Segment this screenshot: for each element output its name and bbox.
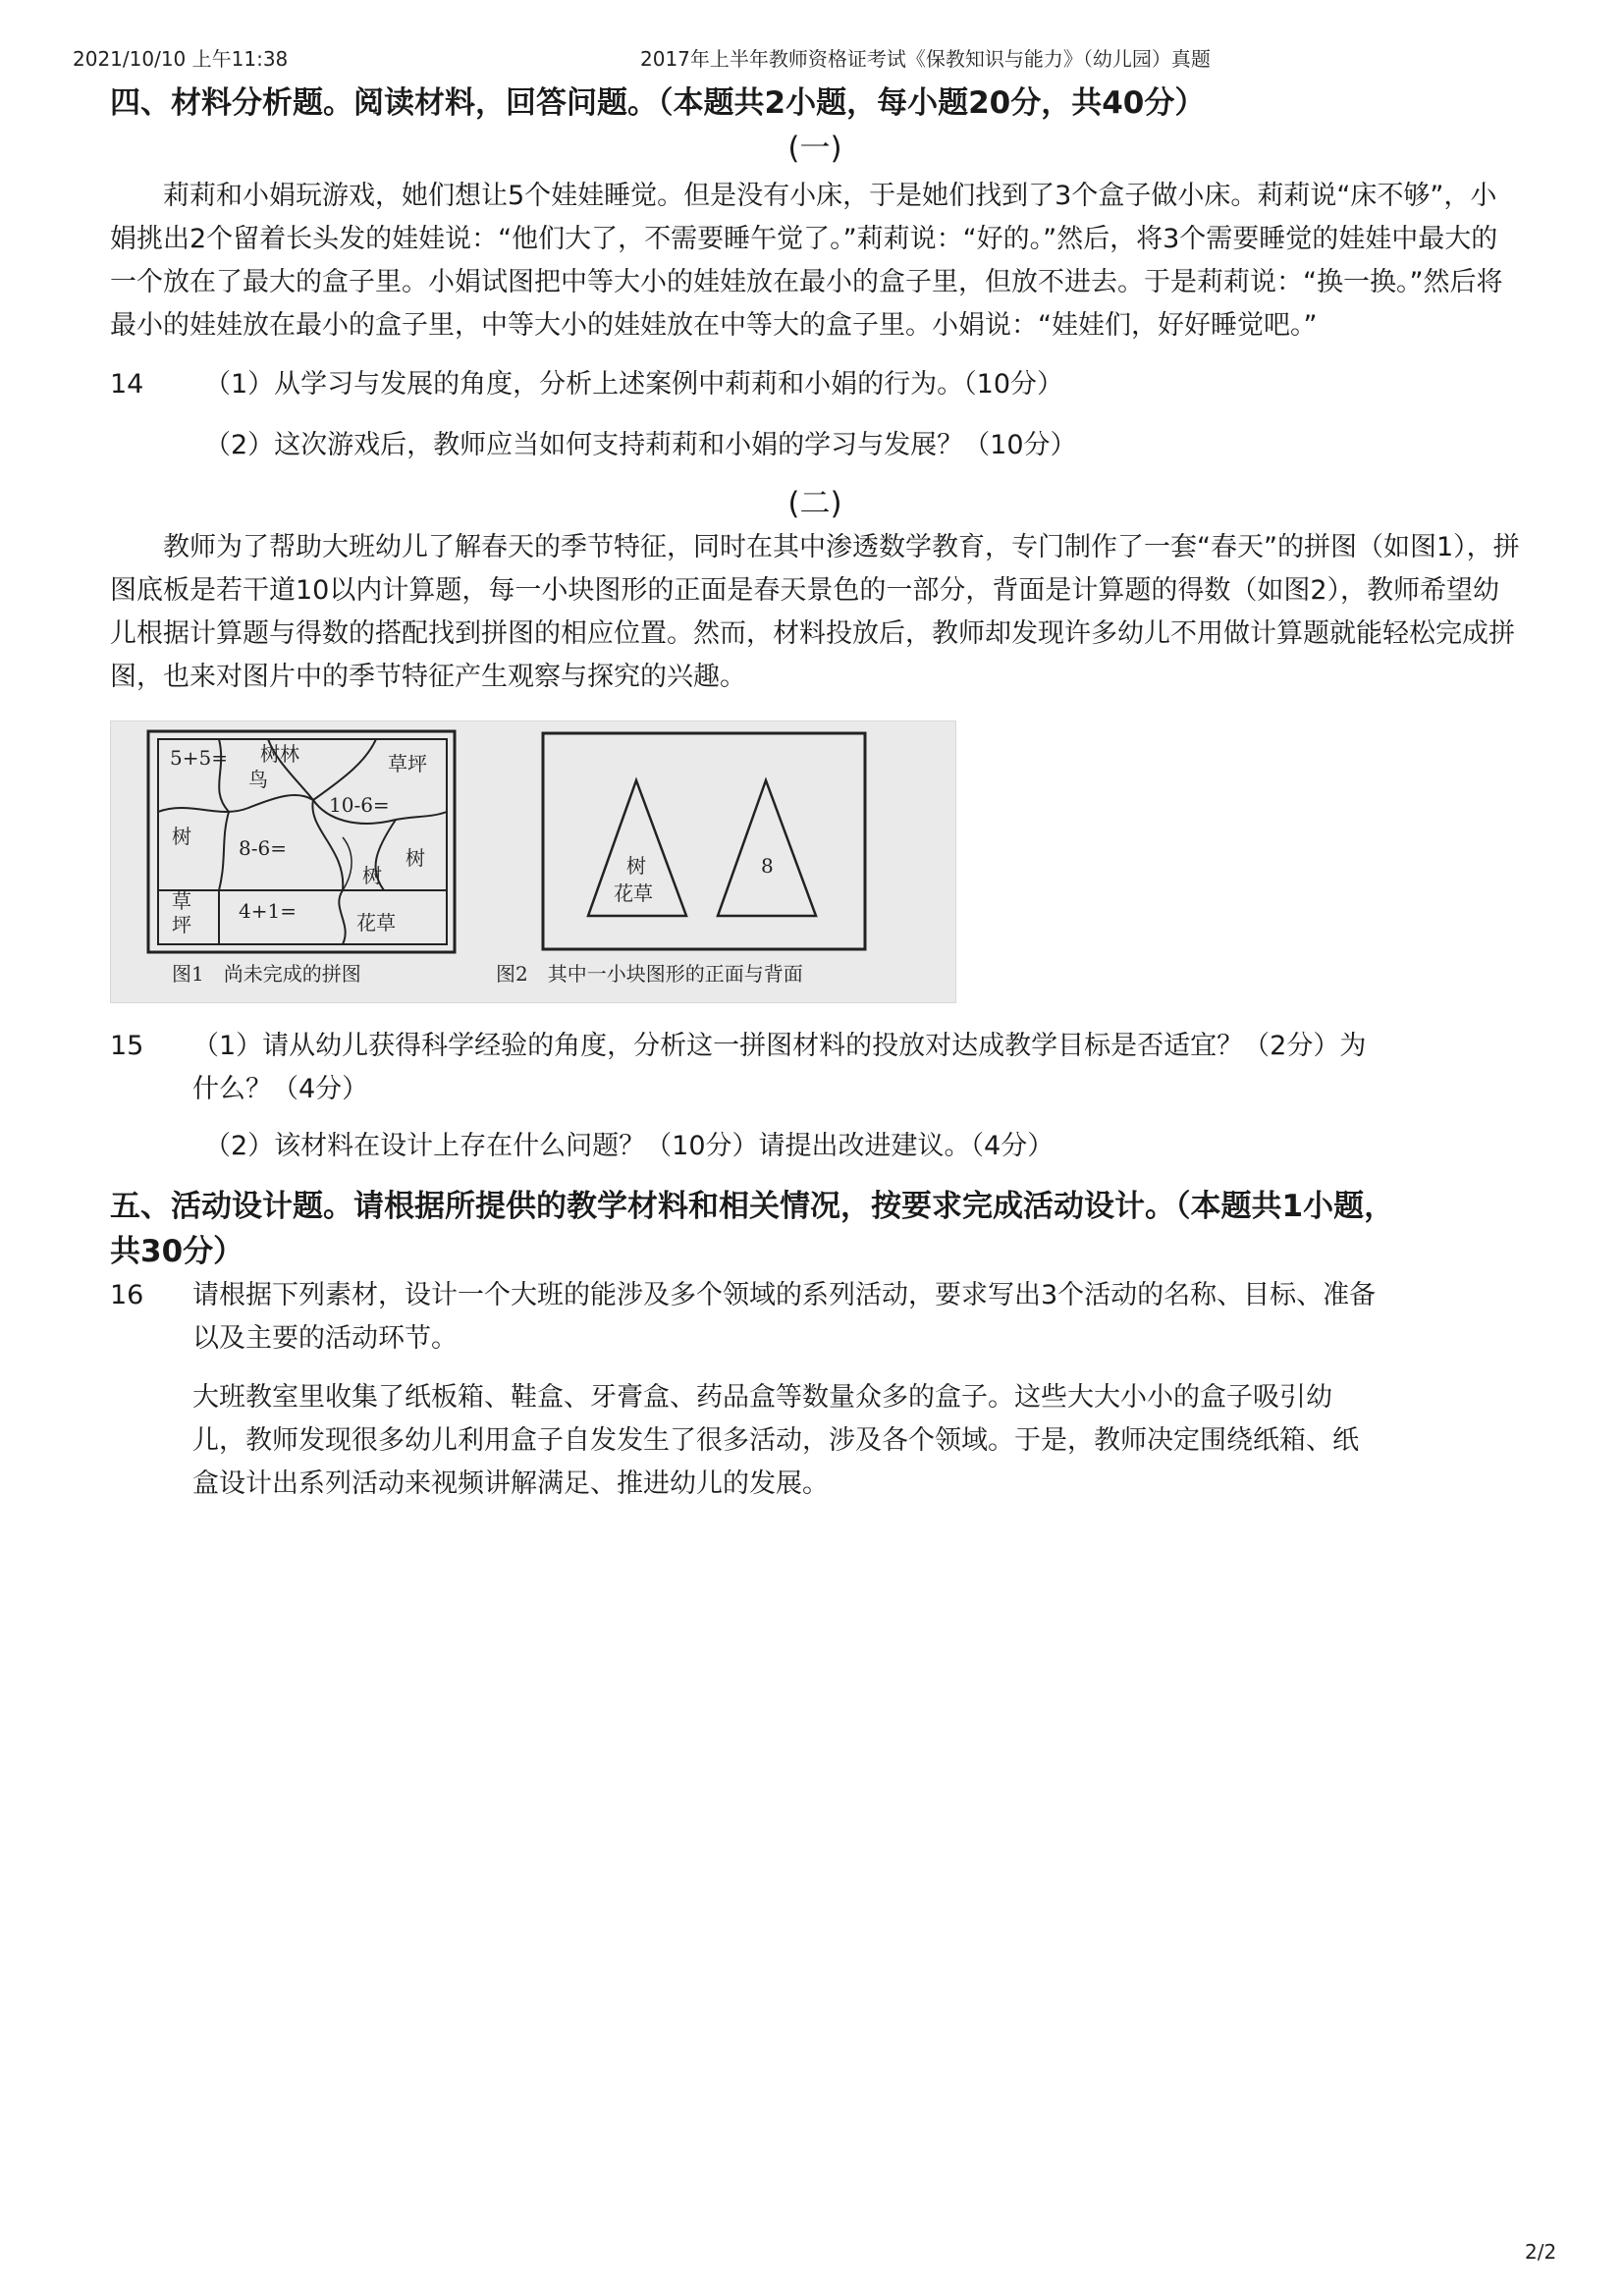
print-date: 2021/10/10 上午11:38 (73, 47, 289, 71)
fig1-caption: 图1 尚未完成的拼图 (172, 962, 361, 986)
part-2-title: (二) (787, 486, 842, 521)
page-number: 2/2 (1525, 2240, 1557, 2264)
fig1-cell-tree-2: 树 (406, 846, 425, 870)
fig1-cell-flowers: 花草 (356, 911, 396, 934)
question-16-material-line-1: 大班教室里收集了纸板箱、鞋盒、牙膏盒、药品盒等数量众多的盒子。这些大大小小的盒子吸引幼 (192, 1382, 1332, 1413)
question-number: 16 (110, 1280, 144, 1310)
question-14-part-2: （2）这次游戏后，教师应当如何支持莉莉和小娟的学习与发展？（10分） (204, 430, 1077, 460)
fig2-front-label-2: 花草 (614, 881, 653, 905)
fig1-cell-woods: 树林 (260, 742, 299, 766)
section-5-title-line-1: 五、活动设计题。请根据所提供的教学材料和相关情况，按要求完成活动设计。（本题共1小题， (110, 1189, 1395, 1224)
page-content (110, 80, 1520, 1506)
question-16-material-line-3: 盒设计出系列活动来视频讲解满足、推进幼儿的发展。 (192, 1468, 829, 1499)
document-title: 2017年上半年教师资格证考试《保教知识与能力》（幼儿园）真题 (640, 47, 1211, 71)
section-4-title: 四、材料分析题。阅读材料，回答问题。（本题共2小题，每小题20分，共40分） (110, 85, 1206, 121)
fig2-back-triangle (718, 780, 816, 916)
question-15 (110, 1025, 1520, 1168)
fig1-cell-bird: 鸟 (248, 768, 268, 791)
question-16-prompt-line-2: 以及主要的活动环节。 (192, 1323, 458, 1354)
question-number: 14 (110, 369, 144, 400)
puzzle-figure (110, 721, 956, 1003)
question-15-part-2: （2）该材料在设计上存在什么问题？（10分）请提出改进建议。（4分） (204, 1131, 1055, 1161)
fig1-cell-calc-1: 5+5= (170, 746, 228, 770)
fig1-cell-calc-3: 8-6= (239, 836, 287, 860)
question-15-part-1-line-1: （1）请从幼儿获得科学经验的角度，分析这一拼图材料的投放对达成教学目标是否适宜？（2分）为 (192, 1031, 1367, 1061)
part-2-material: 教师为了帮助大班幼儿了解春天的季节特征，同时在其中渗透数学教育，专门制作了一套“春天”的拼图（如图1），拼图底板是若干道10以内计算题，每一小块图形的正面是春天景色的一部分，背面是计算题的得数（如图2），教师希望幼儿根据计算题与得数的搭配找到拼图的相应位置。然而，材料投放后，教师却发现许多幼儿不用做计算题就能轻松完成拼图，也来对图片中的季节特征产生观察与探究的兴趣。 (110, 532, 1520, 692)
fig1-cell-tree-1: 树 (172, 825, 191, 848)
fig1-cell-grass-2: 坪 (172, 913, 191, 936)
fig1-cell-calc-2: 10-6= (329, 793, 390, 817)
question-16-material-line-2: 儿，教师发现很多幼儿利用盒子自发发生了很多活动，涉及各个领域。于是，教师决定围绕纸箱、纸 (192, 1425, 1359, 1456)
part-1-title: (一) (787, 131, 842, 166)
fig2-caption: 图2 其中一小块图形的正面与背面 (496, 962, 803, 986)
question-14 (110, 363, 1520, 467)
section-5-title-line-2: 共30分） (110, 1234, 244, 1269)
fig1-cell-grass-1: 草 (172, 889, 191, 913)
fig1-cell-calc-4: 4+1= (239, 899, 297, 923)
question-number: 15 (110, 1031, 144, 1061)
question-16-prompt-line-1: 请根据下列素材，设计一个大班的能涉及多个领域的系列活动，要求写出3个活动的名称、目标、准备 (192, 1280, 1377, 1310)
question-14-part-1: （1）从学习与发展的角度，分析上述案例中莉莉和小娟的行为。（10分） (204, 369, 1064, 400)
puzzle-figure-drawing (111, 721, 955, 1002)
part-1-material: 莉莉和小娟玩游戏，她们想让5个娃娃睡觉。但是没有小床，于是她们找到了3个盒子做小床。莉莉说“床不够”，小娟挑出2个留着长头发的娃娃说：“他们大了，不需要睡午觉了。”莉莉说：“好的。”然后，将3个需要睡觉的娃娃中最大的一个放在了最大的盒子里。小娟试图把中等大小的娃娃放在最小的盒子里，但放不进去。于是莉莉说：“换一换。”然后将最小的娃娃放在最小的盒子里，中等大小的娃娃放在中等大的盒子里。小娟说：“娃娃们，好好睡觉吧。” (110, 181, 1503, 341)
question-15-part-1-line-2: 什么？（4分） (192, 1074, 369, 1104)
question-16 (110, 1274, 1520, 1506)
fig2-front-label-1: 树 (626, 854, 646, 878)
fig2-back-label: 8 (761, 854, 774, 878)
fig1-cell-lawn: 草坪 (388, 752, 427, 775)
fig1-cell-tree-3: 树 (362, 864, 382, 887)
